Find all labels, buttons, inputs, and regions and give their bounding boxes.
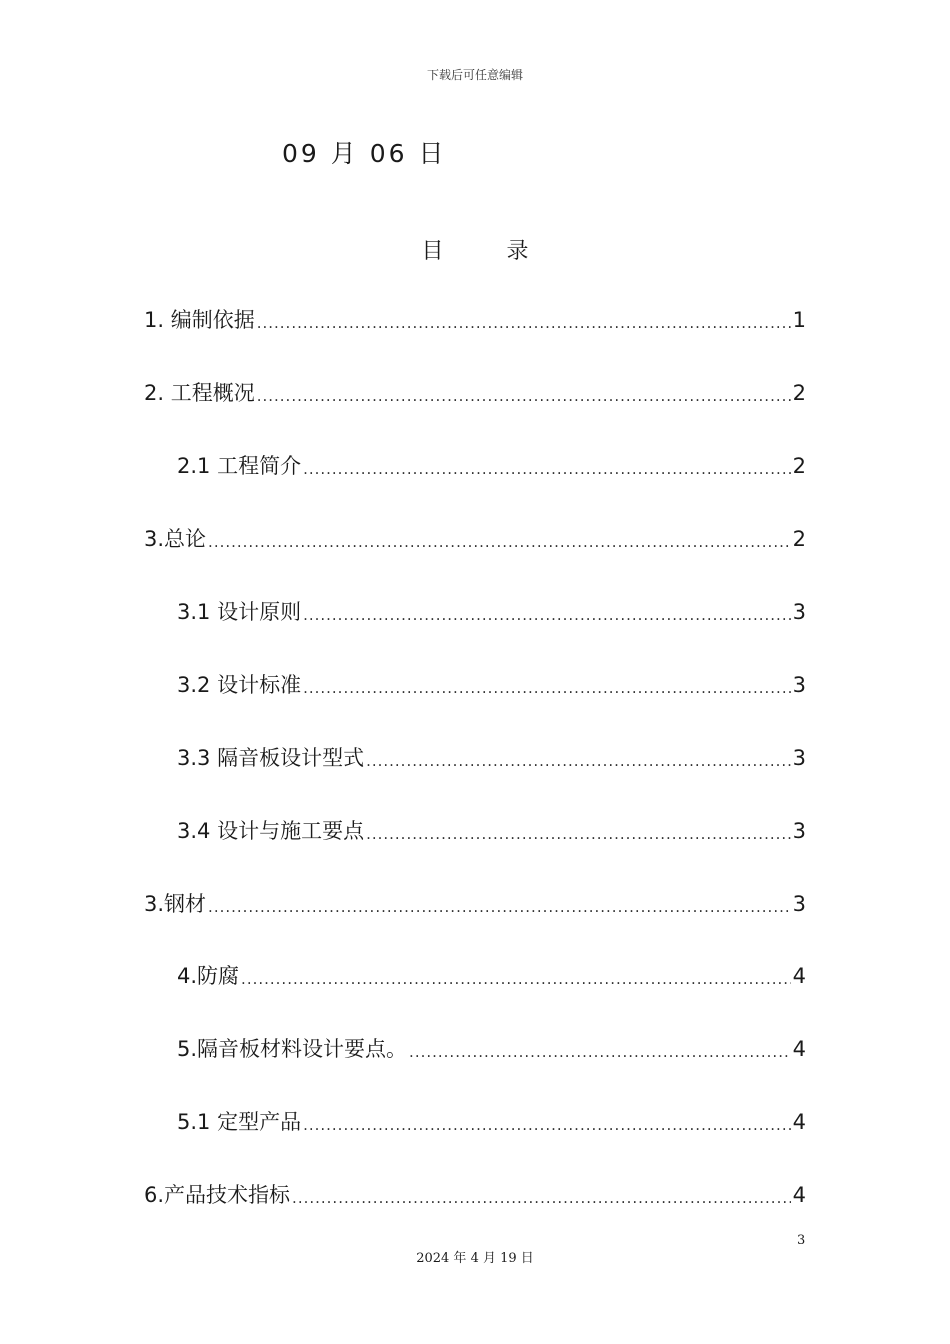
- toc-entry-steel[interactable]: [144, 889, 806, 919]
- toc-entry-label: 3.总论: [144, 527, 207, 551]
- footer-date: 2024 年 4 月 19 日: [416, 1251, 534, 1266]
- toc-leader-dots: [257, 311, 791, 335]
- toc-entry-5-1[interactable]: [177, 1107, 806, 1137]
- toc-entry-label: 3.4 设计与施工要点: [177, 819, 365, 843]
- toc-leader-dots: [409, 1040, 791, 1064]
- toc-entry-page: 1: [792, 308, 806, 332]
- toc-entry-label: 4.防腐: [177, 964, 240, 988]
- toc-entry-2[interactable]: [144, 378, 806, 408]
- toc-entry-3-4[interactable]: [177, 816, 806, 846]
- toc-leader-dots: [366, 822, 791, 846]
- toc-leader-dots: [303, 457, 791, 481]
- toc-entry-label: 5.1 定型产品: [177, 1110, 302, 1134]
- toc-title: 目 录: [421, 239, 557, 264]
- toc-entry-5[interactable]: [177, 1034, 806, 1064]
- toc-entry-3[interactable]: [144, 524, 806, 554]
- page-number: 3: [797, 1233, 806, 1248]
- toc-leader-dots: [208, 895, 791, 919]
- toc-entry-label: 3.3 隔音板设计型式: [177, 746, 365, 770]
- toc-entry-label: 2.1 工程简介: [177, 454, 302, 478]
- toc-entry-3-3[interactable]: [177, 743, 806, 773]
- toc-leader-dots: [257, 384, 791, 408]
- date-heading: 09 月 06 日: [282, 139, 447, 168]
- toc-entry-2-1[interactable]: [177, 451, 806, 481]
- toc-leader-dots: [303, 1113, 791, 1137]
- toc-entry-label: 1. 编制依据: [144, 308, 255, 332]
- toc-entry-3-2[interactable]: [177, 670, 806, 700]
- toc-entry-label: 2. 工程概况: [144, 381, 255, 405]
- toc-leader-dots: [303, 603, 791, 627]
- toc-entry-page: 3: [792, 819, 806, 843]
- toc-entry-page: 3: [792, 600, 806, 624]
- toc-entry-page: 2: [792, 381, 806, 405]
- toc-entry-1[interactable]: [144, 305, 806, 335]
- toc-entry-page: 3: [792, 746, 806, 770]
- header-note: 下载后可任意编辑: [426, 68, 523, 82]
- toc-leader-dots: [303, 676, 791, 700]
- toc-entry-page: 4: [792, 1110, 806, 1134]
- toc-entry-6[interactable]: [144, 1180, 806, 1210]
- toc-leader-dots: [366, 749, 791, 773]
- toc-entry-4[interactable]: [177, 961, 806, 991]
- toc-entry-page: 4: [792, 964, 806, 988]
- toc-entry-label: 3.2 设计标准: [177, 673, 302, 697]
- toc-entry-label: 3.1 设计原则: [177, 600, 302, 624]
- toc-entry-page: 2: [792, 454, 806, 478]
- toc-entry-label: 5.隔音板材料设计要点。: [177, 1037, 408, 1061]
- toc-entry-label: 3.钢材: [144, 892, 207, 916]
- toc-entry-page: 3: [792, 892, 806, 916]
- toc-entry-page: 4: [792, 1037, 806, 1061]
- toc-entry-page: 3: [792, 673, 806, 697]
- toc-entry-3-1[interactable]: [177, 597, 806, 627]
- toc-entry-page: 4: [792, 1183, 806, 1207]
- toc-entry-page: 2: [792, 527, 806, 551]
- toc-leader-dots: [292, 1186, 791, 1210]
- toc-entry-label: 6.产品技术指标: [144, 1183, 291, 1207]
- toc-leader-dots: [208, 530, 791, 554]
- toc-leader-dots: [241, 967, 791, 991]
